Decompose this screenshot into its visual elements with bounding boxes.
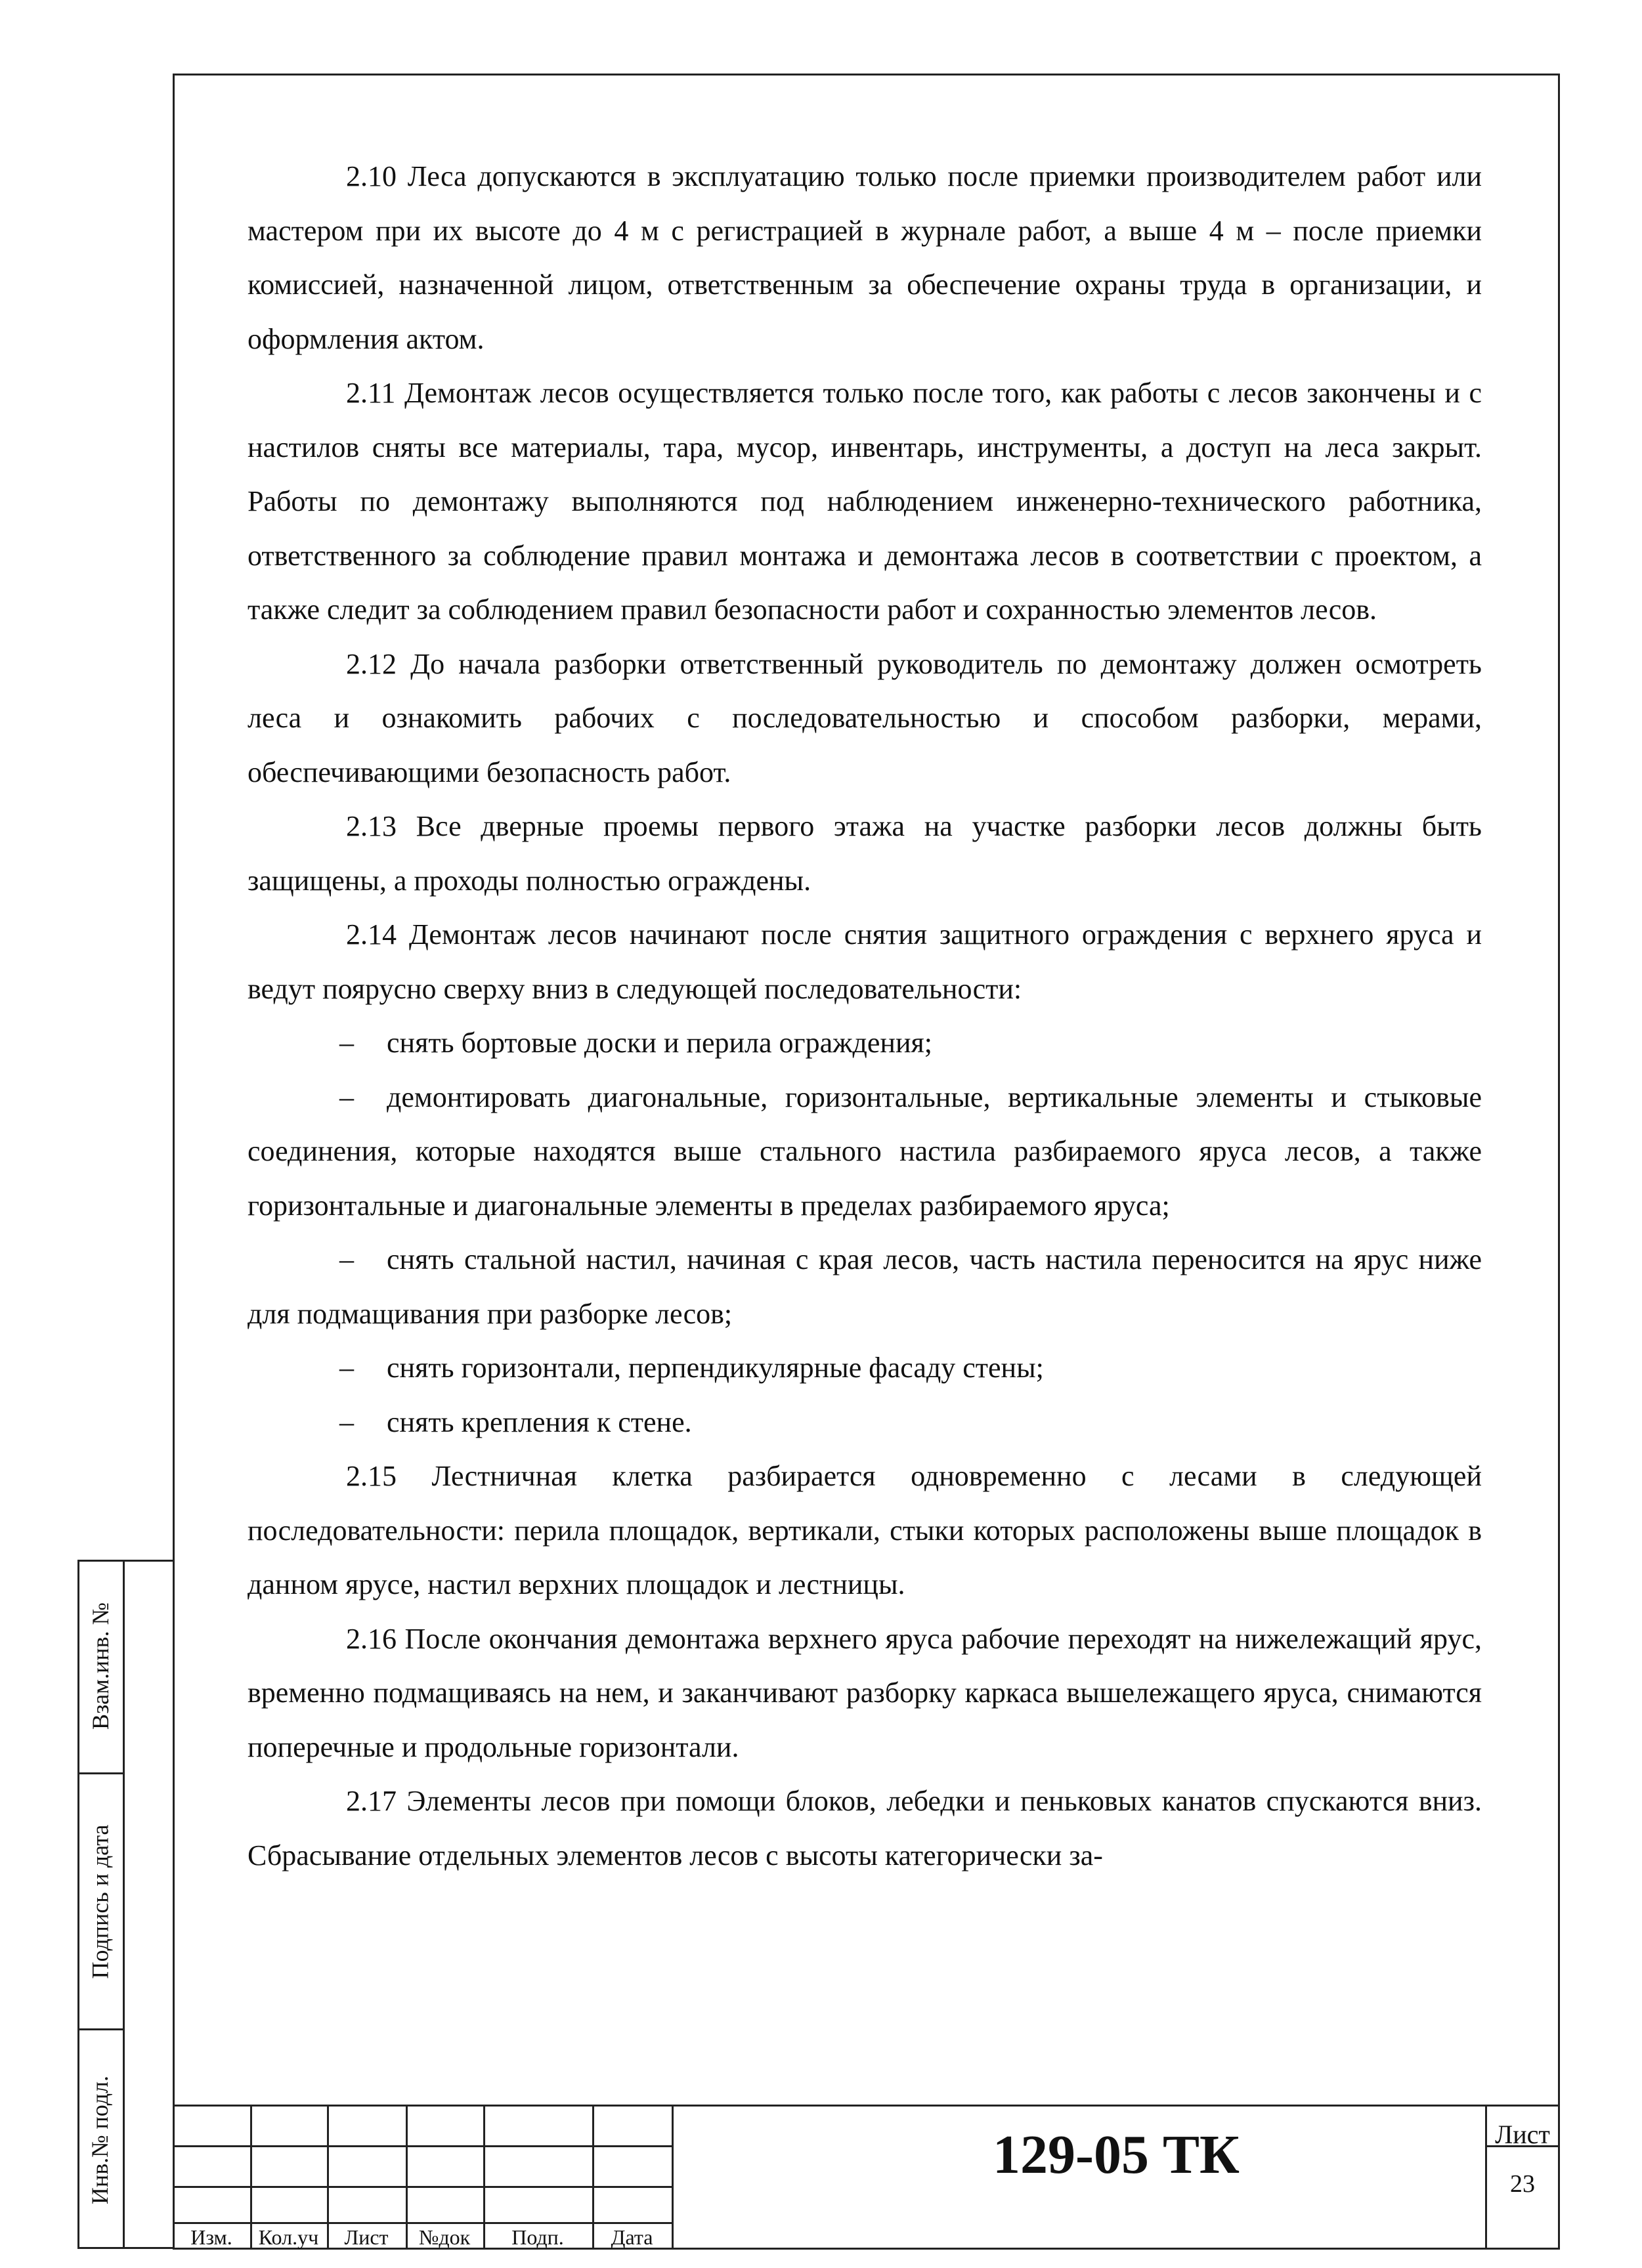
title-ndok: №док: [418, 2225, 471, 2249]
list-item: [248, 1233, 1482, 1341]
side-stamp-inv: [77, 2028, 125, 2249]
list-item: [248, 1016, 1482, 1071]
paragraph: 2.12 До начала разборки ответственный руководитель по демонтажу должен осмотреть леса и ознакомить рабочих с последовательностью и способом разборки, мерами, обеспечивающими безопасность работ.: [248, 647, 1482, 788]
side-stamp-vzam: [77, 1560, 125, 1772]
title-row-1: [173, 2145, 672, 2147]
dash-bullet: –: [339, 1081, 354, 1113]
paragraph: 2.13 Все дверные проемы первого этажа на участке разборки лесов должны быть защищены, а проходы полностью ограждены.: [248, 810, 1482, 897]
dash-bullet: –: [339, 1027, 354, 1059]
title-izm: Изм.: [190, 2225, 232, 2249]
list-item-text: снять крепления к стене.: [387, 1405, 692, 1438]
title-podp: Подп.: [511, 2225, 564, 2249]
title-list: Лист: [344, 2225, 389, 2249]
list-item: [248, 1071, 1482, 1233]
paragraph: 2.15 Лестничная клетка разбирается одновременно с лесами в следующей последовательности: перила площадок, вертикали, стыки которых расположены выше площадок в данном ярусе, настил верхних площадок и лестницы.: [248, 1460, 1482, 1600]
paragraph: 2.16 После окончания демонтажа верхнего яруса рабочие переходят на нижележащий ярус, временно подмащиваясь на нем, и заканчивают разборку каркаса вышележащего яруса, снимаются поперечные и продольные горизонтали.: [248, 1622, 1482, 1763]
title-data: Дата: [611, 2225, 653, 2249]
title-block-divider-left: [672, 2105, 674, 2250]
title-kolvo: Кол.уч: [258, 2225, 319, 2249]
side-stamp-vzam-label: Взам.инв. №: [87, 1602, 114, 1730]
side-stamp-podpis-label: Подпись и дата: [87, 1824, 114, 1979]
document-body: [248, 150, 1482, 1883]
sheet-label: Лист: [1495, 2120, 1550, 2149]
sheet-number: 23: [1510, 2170, 1535, 2198]
list-item-text: демонтировать диагональные, горизонтальные, вертикальные элементы и стыковые соединения, которые находятся выше стального настила разбираемого яруса лесов, а также горизонтальные и диагональные элементы в пределах разбираемого яруса;: [248, 1081, 1482, 1222]
paragraph: 2.14 Демонтаж лесов начинают после снятия защитного ограждения с верхнего яруса и ведут поярусно сверху вниз в следующей последовательности:: [248, 918, 1482, 1005]
paragraph: 2.10 Леса допускаются в эксплуатацию только после приемки производителем работ или мастером при их высоте до 4 м с регистрацией в журнале работ, а выше 4 м – после приемки комиссией, назначенной лицом, ответственным за обеспечение охраны труда в организации, и оформления актом.: [248, 160, 1482, 355]
dash-bullet: –: [339, 1352, 354, 1384]
list-item-text: снять стальной настил, начиная с края лесов, часть настила переносится на ярус ниже для подмащивания при разборке лесов;: [248, 1243, 1482, 1330]
list-item-text: снять горизонтали, перпендикулярные фасаду стены;: [387, 1352, 1044, 1384]
list-item: [248, 1396, 1482, 1450]
side-stamp-podpis: [77, 1772, 125, 2028]
title-row-2: [173, 2186, 672, 2188]
dash-bullet: –: [339, 1405, 354, 1438]
paragraph: 2.11 Демонтаж лесов осуществляется только после того, как работы с лесов закончены и с настилов сняты все материалы, тара, мусор, инвентарь, инструменты, а доступ на леса закрыт. Работы по демонтажу выполняются под наблюдением инженерно-технического работника, ответственного за соблюдение правил монтажа и демонтажа лесов в соответствии с проектом, а также следит за соблюдением правил безопасности работ и сохранностью элементов лесов.: [248, 377, 1482, 626]
side-stamp-inv-label: Инв.№ подл.: [87, 2075, 114, 2204]
list-item: [248, 1341, 1482, 1396]
dash-bullet: –: [339, 1243, 354, 1275]
title-row-3: [173, 2222, 672, 2224]
document-code: 129-05 ТК: [993, 2124, 1240, 2185]
paragraph: 2.17 Элементы лесов при помощи блоков, лебедки и пеньковых канатов спускаются вниз. Сбрасывание отдельных элементов лесов с высоты категорически за-: [248, 1785, 1482, 1872]
list-item-text: снять бортовые доски и перила ограждения;: [387, 1027, 932, 1059]
